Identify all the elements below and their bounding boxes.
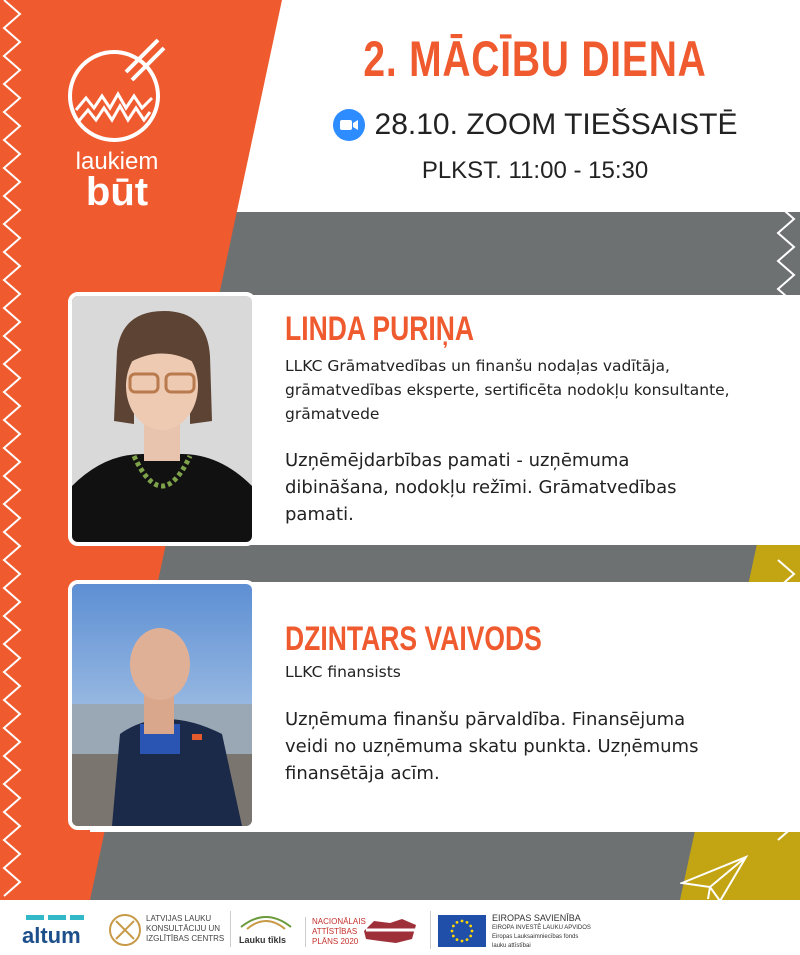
lauku-tikls-text: Lauku tīkls (239, 935, 287, 945)
date-row (295, 108, 775, 142)
nap-line-3: PLĀNS 2020 (312, 937, 359, 946)
footer-divider (430, 911, 431, 949)
lauku-tikls-logo (230, 911, 299, 947)
llkc-line-3: IZGLĪTĪBAS CENTRS (146, 934, 225, 943)
paper-plane-icon (680, 855, 750, 905)
llkc-emblem-icon (108, 913, 142, 947)
speaker-1-photo (68, 292, 256, 546)
eu-star (471, 930, 474, 933)
eu-star (452, 935, 455, 938)
eu-line-3: lauku attīstībai (492, 943, 531, 949)
nap-line-2: ATTĪSTĪBAS (312, 927, 358, 936)
llkc-text (146, 914, 224, 944)
eu-star (456, 921, 459, 924)
event-title: 2. MĀCĪBU DIENA (363, 31, 707, 87)
eu-star (461, 940, 464, 943)
speaker-2-photo (68, 580, 256, 830)
date-line: 28.10. ZOOM TIEŠSAISTĒ (374, 108, 738, 141)
eu-star (466, 938, 469, 941)
eu-flag-icon (438, 915, 486, 947)
speaker-2-topic: Uzņēmuma finanšu pārvaldība. Finansējuma veidi no uzņēmuma skatu punkta. Uzņēmums finansētāja acīm. (285, 709, 699, 784)
llkc-line-1: LATVIJAS LAUKU (146, 914, 212, 923)
eu-line-2: Eiropas Lauksaimniecības fonds (492, 934, 579, 940)
latvia-map-icon (362, 917, 418, 945)
eu-star (451, 930, 454, 933)
llkc-line-2: KONSULTĀCIJU UN (146, 924, 221, 933)
lauku-tikls-mark-icon (239, 911, 293, 931)
eu-star (466, 921, 469, 924)
altum-mark-icon (26, 913, 86, 923)
altum-logo (22, 913, 92, 949)
zoom-icon (333, 109, 365, 141)
eu-text (492, 914, 591, 951)
speaker-1-topic: Uzņēmējdarbības pamati - uzņēmuma dibināšana, nodokļu režīmi. Grāmatvedības pamati. (285, 450, 677, 525)
nap-text (305, 917, 366, 947)
speaker-1-name: LINDA PURIŅA (285, 310, 475, 348)
eu-star (461, 920, 464, 923)
speaker-2-name: DZINTARS VAIVODS (285, 620, 542, 658)
eu-line-1: EIROPA INVESTĒ LAUKU APVIDOS (492, 925, 591, 931)
time-line: PLKST. 11:00 - 15:30 (421, 157, 649, 184)
speaker-1-role: LLKC Grāmatvedības un finanšu nodaļas vadītāja, grāmatvedības eksperte, sertificēta nodokļu konsultante, grāmatvede (285, 357, 730, 423)
laukiem-but-logo (66, 38, 166, 148)
footer-logos (0, 905, 800, 955)
logo-text-but: būt (85, 170, 149, 214)
eu-star (456, 938, 459, 941)
eu-title: EIROPAS SAVIENĪBA (492, 913, 581, 923)
altum-text: altum (22, 923, 81, 948)
eu-star (469, 925, 472, 928)
nap-line-1: NACIONĀLAIS (312, 917, 366, 926)
speaker-2-role: LLKC finansists (285, 663, 401, 681)
eu-star (452, 925, 455, 928)
logo-text-laukiem: laukiem (75, 148, 159, 175)
eu-star (469, 935, 472, 938)
